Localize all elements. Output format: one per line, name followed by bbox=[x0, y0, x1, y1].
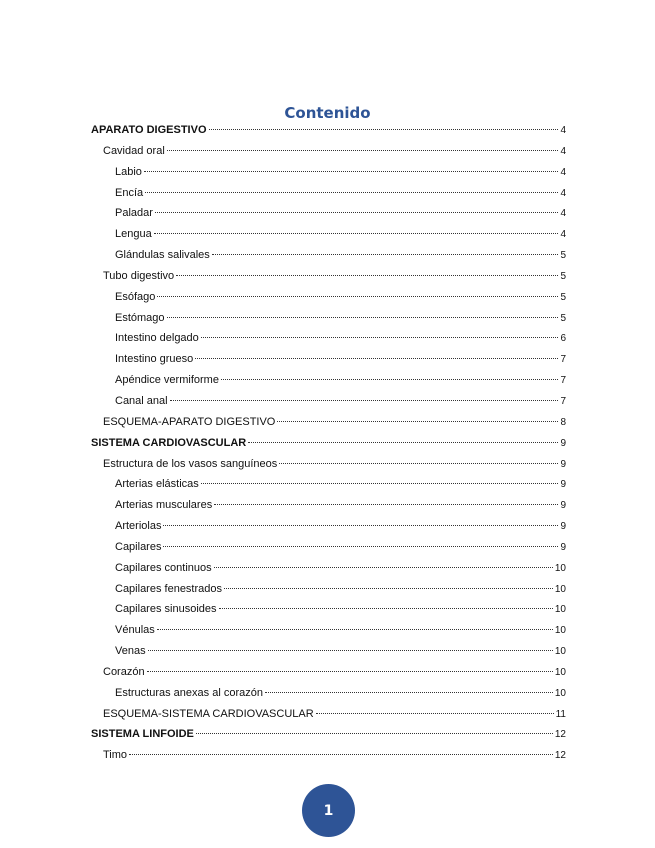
dot-leader bbox=[201, 483, 559, 484]
dot-leader bbox=[163, 525, 558, 526]
toc-entry[interactable] bbox=[91, 145, 566, 166]
dot-leader bbox=[277, 421, 558, 422]
toc-entry[interactable] bbox=[91, 478, 566, 499]
toc-entry-page: 9 bbox=[560, 479, 566, 491]
toc-entry-label: Apéndice vermiforme bbox=[115, 374, 219, 387]
dot-leader bbox=[219, 608, 553, 609]
toc-entry-label: SISTEMA CARDIOVASCULAR bbox=[91, 436, 247, 449]
toc-entry-label: Corazón bbox=[103, 665, 145, 678]
toc-entry-page: 7 bbox=[560, 395, 566, 407]
toc-entry-page: 4 bbox=[560, 145, 566, 157]
toc-entry-page: 9 bbox=[560, 521, 566, 533]
toc-entry-label: Capilares bbox=[115, 540, 162, 553]
toc-entry-page: 12 bbox=[554, 750, 566, 762]
dot-leader bbox=[214, 567, 553, 568]
dot-leader bbox=[163, 546, 558, 547]
dot-leader bbox=[167, 150, 559, 151]
toc-entry-page: 9 bbox=[560, 458, 566, 470]
toc-entry-label: APARATO DIGESTIVO bbox=[91, 124, 207, 136]
toc-entry-label: Estructuras anexas al corazón bbox=[115, 686, 263, 699]
toc-entry-page: 6 bbox=[560, 333, 566, 345]
toc-entry-page: 11 bbox=[555, 708, 566, 720]
toc-entry-label: Arteriolas bbox=[115, 520, 162, 533]
toc-entry[interactable] bbox=[91, 124, 566, 145]
table-of-contents bbox=[91, 124, 566, 770]
toc-entry-label: Capilares sinusoides bbox=[115, 603, 217, 616]
dot-leader bbox=[147, 671, 553, 672]
dot-leader bbox=[248, 442, 558, 443]
dot-leader bbox=[279, 463, 558, 464]
toc-entry-page: 10 bbox=[554, 666, 566, 678]
toc-entry[interactable] bbox=[91, 458, 566, 479]
toc-entry-page: 5 bbox=[560, 270, 566, 282]
toc-entry[interactable] bbox=[91, 583, 566, 604]
toc-entry[interactable] bbox=[91, 291, 566, 312]
toc-entry-page: 7 bbox=[560, 354, 566, 366]
toc-entry[interactable] bbox=[91, 270, 566, 291]
toc-entry-label: Cavidad oral bbox=[103, 144, 165, 157]
toc-entry[interactable] bbox=[91, 416, 566, 437]
dot-leader bbox=[157, 296, 558, 297]
dot-leader bbox=[316, 713, 554, 714]
dot-leader bbox=[224, 588, 553, 589]
toc-entry-page: 8 bbox=[560, 416, 566, 428]
dot-leader bbox=[196, 733, 553, 734]
toc-entry-label: Venas bbox=[115, 645, 146, 658]
toc-entry-page: 5 bbox=[560, 312, 566, 324]
dot-leader bbox=[170, 400, 559, 401]
toc-entry-label: Intestino delgado bbox=[115, 332, 199, 345]
toc-entry-label: Capilares fenestrados bbox=[115, 582, 223, 595]
toc-entry-page: 9 bbox=[560, 437, 566, 449]
toc-entry[interactable] bbox=[91, 666, 566, 687]
toc-entry-label: Estómago bbox=[115, 311, 165, 324]
dot-leader bbox=[214, 504, 558, 505]
toc-entry[interactable] bbox=[91, 312, 566, 333]
toc-entry[interactable] bbox=[91, 520, 566, 541]
dot-leader bbox=[265, 692, 553, 693]
toc-entry[interactable] bbox=[91, 353, 566, 374]
dot-leader bbox=[201, 337, 559, 338]
toc-entry-label: SISTEMA LINFOIDE bbox=[91, 728, 194, 741]
dot-leader bbox=[176, 275, 558, 276]
toc-entry-page: 7 bbox=[560, 375, 566, 387]
toc-entry-page: 4 bbox=[560, 125, 566, 136]
toc-entry[interactable] bbox=[91, 395, 566, 416]
dot-leader bbox=[144, 171, 559, 172]
dot-leader bbox=[221, 379, 559, 380]
toc-entry-label: Intestino grueso bbox=[115, 353, 194, 366]
toc-entry-label: Canal anal bbox=[115, 394, 168, 407]
toc-title: Contenido bbox=[284, 104, 371, 122]
toc-entry-page: 10 bbox=[554, 625, 566, 637]
toc-entry-page: 4 bbox=[560, 208, 566, 220]
toc-entry[interactable] bbox=[91, 687, 566, 708]
toc-entry-label: Vénulas bbox=[115, 624, 155, 637]
toc-entry[interactable] bbox=[91, 499, 566, 520]
toc-entry[interactable] bbox=[91, 541, 566, 562]
toc-entry-page: 5 bbox=[560, 291, 566, 303]
toc-entry-page: 10 bbox=[554, 583, 566, 595]
toc-entry-page: 9 bbox=[560, 541, 566, 553]
dot-leader bbox=[129, 754, 553, 755]
toc-entry-label: Timo bbox=[103, 749, 128, 762]
toc-entry-label: ESQUEMA-APARATO DIGESTIVO bbox=[103, 415, 276, 428]
toc-entry-page: 4 bbox=[560, 229, 566, 241]
toc-entry-label: Tubo digestivo bbox=[103, 269, 175, 282]
toc-entry[interactable] bbox=[91, 708, 566, 729]
toc-entry[interactable] bbox=[91, 332, 566, 353]
toc-entry-page: 5 bbox=[560, 250, 566, 262]
toc-entry[interactable] bbox=[91, 749, 566, 770]
toc-entry-label: Arterias elásticas bbox=[115, 478, 199, 491]
dot-leader bbox=[145, 192, 558, 193]
dot-leader bbox=[195, 358, 558, 359]
page-number-badge: 1 bbox=[302, 784, 355, 837]
toc-entry-page: 12 bbox=[554, 729, 566, 741]
toc-entry-page: 10 bbox=[554, 687, 566, 699]
toc-entry-page: 10 bbox=[554, 646, 566, 658]
toc-entry-page: 9 bbox=[560, 500, 566, 512]
toc-entry-label: Paladar bbox=[115, 207, 153, 220]
toc-entry[interactable] bbox=[91, 437, 566, 458]
toc-entry-label: Estructura de los vasos sanguíneos bbox=[103, 457, 278, 470]
dot-leader bbox=[155, 212, 559, 213]
toc-entry[interactable] bbox=[91, 207, 566, 228]
dot-leader bbox=[157, 629, 553, 630]
toc-entry[interactable] bbox=[91, 603, 566, 624]
toc-entry[interactable] bbox=[91, 166, 566, 187]
dot-leader bbox=[212, 254, 559, 255]
toc-entry-label: Esófago bbox=[115, 290, 156, 303]
toc-entry[interactable] bbox=[91, 624, 566, 645]
toc-entry[interactable] bbox=[91, 249, 566, 270]
toc-entry[interactable] bbox=[91, 562, 566, 583]
toc-entry-label: Glándulas salivales bbox=[115, 249, 210, 262]
toc-entry-page: 4 bbox=[560, 187, 566, 199]
toc-entry[interactable] bbox=[91, 228, 566, 249]
dot-leader bbox=[209, 129, 559, 130]
dot-leader bbox=[148, 650, 553, 651]
toc-entry-label: Lengua bbox=[115, 228, 152, 241]
toc-entry-label: ESQUEMA-SISTEMA CARDIOVASCULAR bbox=[103, 707, 314, 720]
toc-entry[interactable] bbox=[91, 187, 566, 208]
toc-entry-label: Capilares continuos bbox=[115, 561, 212, 574]
toc-entry-page: 10 bbox=[554, 604, 566, 616]
toc-entry[interactable] bbox=[91, 728, 566, 749]
toc-entry-label: Encía bbox=[115, 186, 144, 199]
toc-entry-page: 10 bbox=[554, 562, 566, 574]
dot-leader bbox=[154, 233, 559, 234]
toc-entry[interactable] bbox=[91, 645, 566, 666]
dot-leader bbox=[167, 317, 559, 318]
toc-entry-label: Labio bbox=[115, 165, 142, 178]
toc-entry-label: Arterias musculares bbox=[115, 499, 213, 512]
toc-entry[interactable] bbox=[91, 374, 566, 395]
toc-entry-page: 4 bbox=[560, 166, 566, 178]
